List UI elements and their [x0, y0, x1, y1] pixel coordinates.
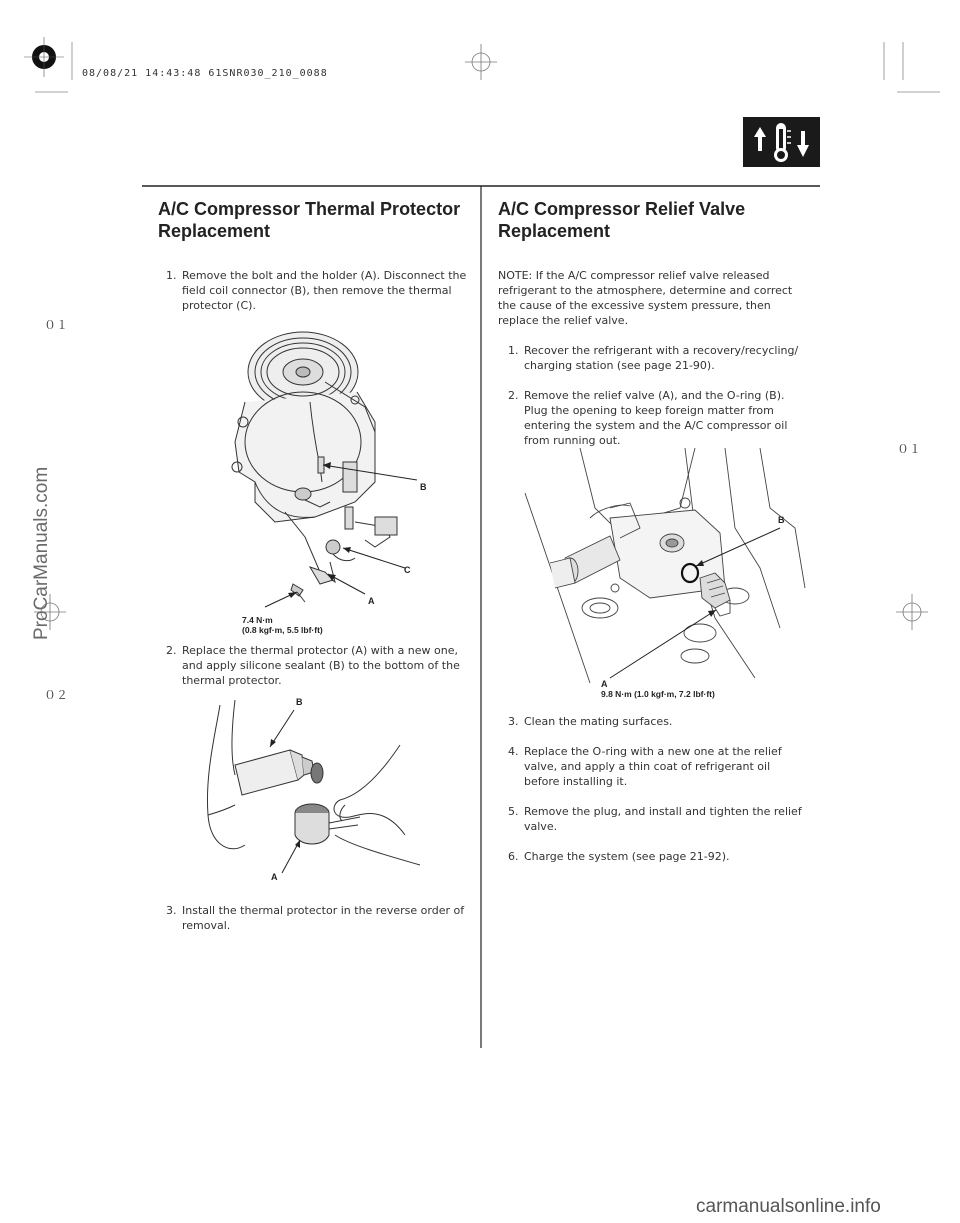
compressor-illustration [225, 322, 455, 612]
step-number: 1. [508, 344, 519, 357]
torque-line: (0.8 kgf·m, 5.5 lbf·ft) [242, 625, 323, 635]
step-2 [508, 388, 808, 448]
step-1 [166, 268, 468, 313]
relief-figure-label-a: A [601, 679, 608, 689]
crosshair-icon [465, 44, 497, 80]
step-number: 2. [166, 644, 177, 657]
torque-line: 7.4 N·m [242, 615, 273, 625]
title-line: A/C Compressor Relief Valve [498, 199, 746, 219]
relief-valve-illustration [520, 448, 810, 688]
step-text: Replace the O-ring with a new one at the relief valve, and apply a thin coat of refrigerant oil before installing it. [524, 745, 782, 788]
climate-control-icon [743, 117, 820, 167]
step-text: Remove the bolt and the holder (A). Disconnect the field coil connector (B), then remove the thermal protector (C). [182, 269, 467, 312]
margin-mark-right: ０１ [897, 442, 922, 456]
relief-steps-1-2 [508, 343, 808, 448]
step-number: 4. [508, 745, 519, 758]
margin-mark-left-bottom: ０２ [44, 688, 69, 702]
footer-watermark: carmanualsonline.info [696, 1196, 881, 1217]
section-title-relief-valve [498, 198, 818, 242]
step-text: Install the thermal protector in the reverse order of removal. [182, 904, 465, 932]
figure1-label-c: C [404, 565, 411, 575]
step-number: 1. [166, 269, 177, 282]
step-4 [508, 744, 808, 789]
step-number: 3. [508, 715, 519, 728]
figure1-torque-spec [242, 615, 323, 635]
figure2-label-b: B [296, 697, 303, 707]
step-text: Replace the thermal protector (A) with a new one, and apply silicone sealant (B) to the bottom of the thermal protector. [182, 644, 460, 687]
figure2-label-a: A [271, 872, 278, 882]
margin-mark-left-top: ０１ [44, 318, 69, 332]
sealant-illustration [190, 695, 430, 885]
step-text: Clean the mating surfaces. [524, 715, 673, 728]
relief-figure-label-b: B [778, 515, 785, 525]
step-number: 3. [166, 904, 177, 917]
crosshair-icon [896, 594, 928, 630]
section-title-thermal-protector [158, 198, 478, 242]
step-3 [166, 903, 468, 933]
step-number: 6. [508, 850, 519, 863]
print-stamp: 08/08/21 14:43:48 61SNR030_210_0088 [82, 68, 328, 79]
step-text: Remove the relief valve (A), and the O-ring (B). Plug the opening to keep foreign matter from entering the system and the A/C compressor oil from running out. [524, 389, 788, 447]
side-watermark: ProCarManuals.com [31, 466, 52, 640]
title-line: A/C Compressor Thermal Protector [158, 199, 461, 219]
step-text: Charge the system (see page 21-92). [524, 850, 730, 863]
title-line: Replacement [498, 221, 611, 241]
figure1-label-b: B [420, 482, 427, 492]
step-text: Recover the refrigerant with a recovery/recycling/ charging station (see page 21-90). [524, 344, 799, 372]
relief-valve-note: NOTE: If the A/C compressor relief valve released refrigerant to the atmosphere, determine and correct the cause of the excessive system pressure, then replace the relief valve. [498, 269, 793, 327]
step-5 [508, 804, 808, 834]
relief-figure-torque-spec: 9.8 N·m (1.0 kgf·m, 7.2 lbf·ft) [601, 689, 715, 699]
crosshair-target-icon [24, 37, 64, 77]
step-1 [508, 343, 808, 373]
step-number: 2. [508, 389, 519, 402]
step-text: Remove the plug, and install and tighten the relief valve. [524, 805, 802, 833]
step-6 [508, 849, 808, 864]
title-line: Replacement [158, 221, 271, 241]
step-2 [166, 643, 468, 688]
step-3 [508, 714, 808, 729]
relief-steps-3-6 [508, 714, 808, 864]
step-number: 5. [508, 805, 519, 818]
figure1-label-a: A [368, 596, 375, 606]
